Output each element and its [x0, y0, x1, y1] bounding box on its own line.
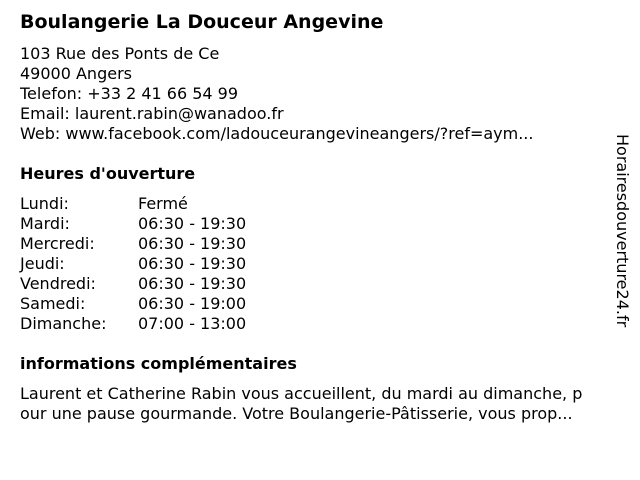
hours-row-monday — [20, 194, 246, 214]
hours-row-thursday — [20, 254, 246, 274]
day-hours: 07:00 - 13:00 — [138, 314, 247, 333]
info-heading: informations complémentaires — [20, 354, 297, 373]
day-label: Samedi: — [20, 294, 86, 313]
day-hours: 06:30 - 19:00 — [138, 294, 247, 313]
info-description — [20, 384, 630, 424]
day-label: Jeudi: — [20, 254, 65, 273]
day-hours: 06:30 - 19:30 — [138, 274, 247, 293]
day-label: Mardi: — [20, 214, 70, 233]
day-hours: Fermé — [138, 194, 188, 213]
hours-row-tuesday — [20, 214, 246, 234]
day-hours: 06:30 - 19:30 — [138, 254, 247, 273]
day-hours: 06:30 - 19:30 — [138, 214, 247, 233]
info-line-2: our une pause gourmande. Votre Boulangerie-Pâtisserie, vous prop... — [20, 404, 573, 423]
address-city: 49000 Angers — [20, 64, 132, 83]
business-name: Boulangerie La Douceur Angevine — [20, 11, 384, 33]
hours-table — [20, 194, 246, 334]
web-line: Web: www.facebook.com/ladouceurangevineangers/?ref=aym... — [20, 124, 534, 143]
email-line: Email: laurent.rabin@wanadoo.fr — [20, 104, 284, 123]
address-street: 103 Rue des Ponts de Ce — [20, 44, 220, 63]
hours-row-saturday — [20, 294, 246, 314]
hours-row-sunday — [20, 314, 246, 334]
site-watermark: Horairesdouverture24.fr — [613, 134, 632, 328]
day-label: Vendredi: — [20, 274, 96, 293]
hours-row-friday — [20, 274, 246, 294]
hours-row-wednesday — [20, 234, 246, 254]
day-label: Mercredi: — [20, 234, 95, 253]
day-hours: 06:30 - 19:30 — [138, 234, 247, 253]
day-label: Dimanche: — [20, 314, 107, 333]
day-label: Lundi: — [20, 194, 69, 213]
hours-heading: Heures d'ouverture — [20, 164, 196, 183]
phone-line: Telefon: +33 2 41 66 54 99 — [20, 84, 239, 103]
info-line-1: Laurent et Catherine Rabin vous accueillent, du mardi au dimanche, p — [20, 384, 583, 403]
contact-block — [20, 44, 533, 144]
